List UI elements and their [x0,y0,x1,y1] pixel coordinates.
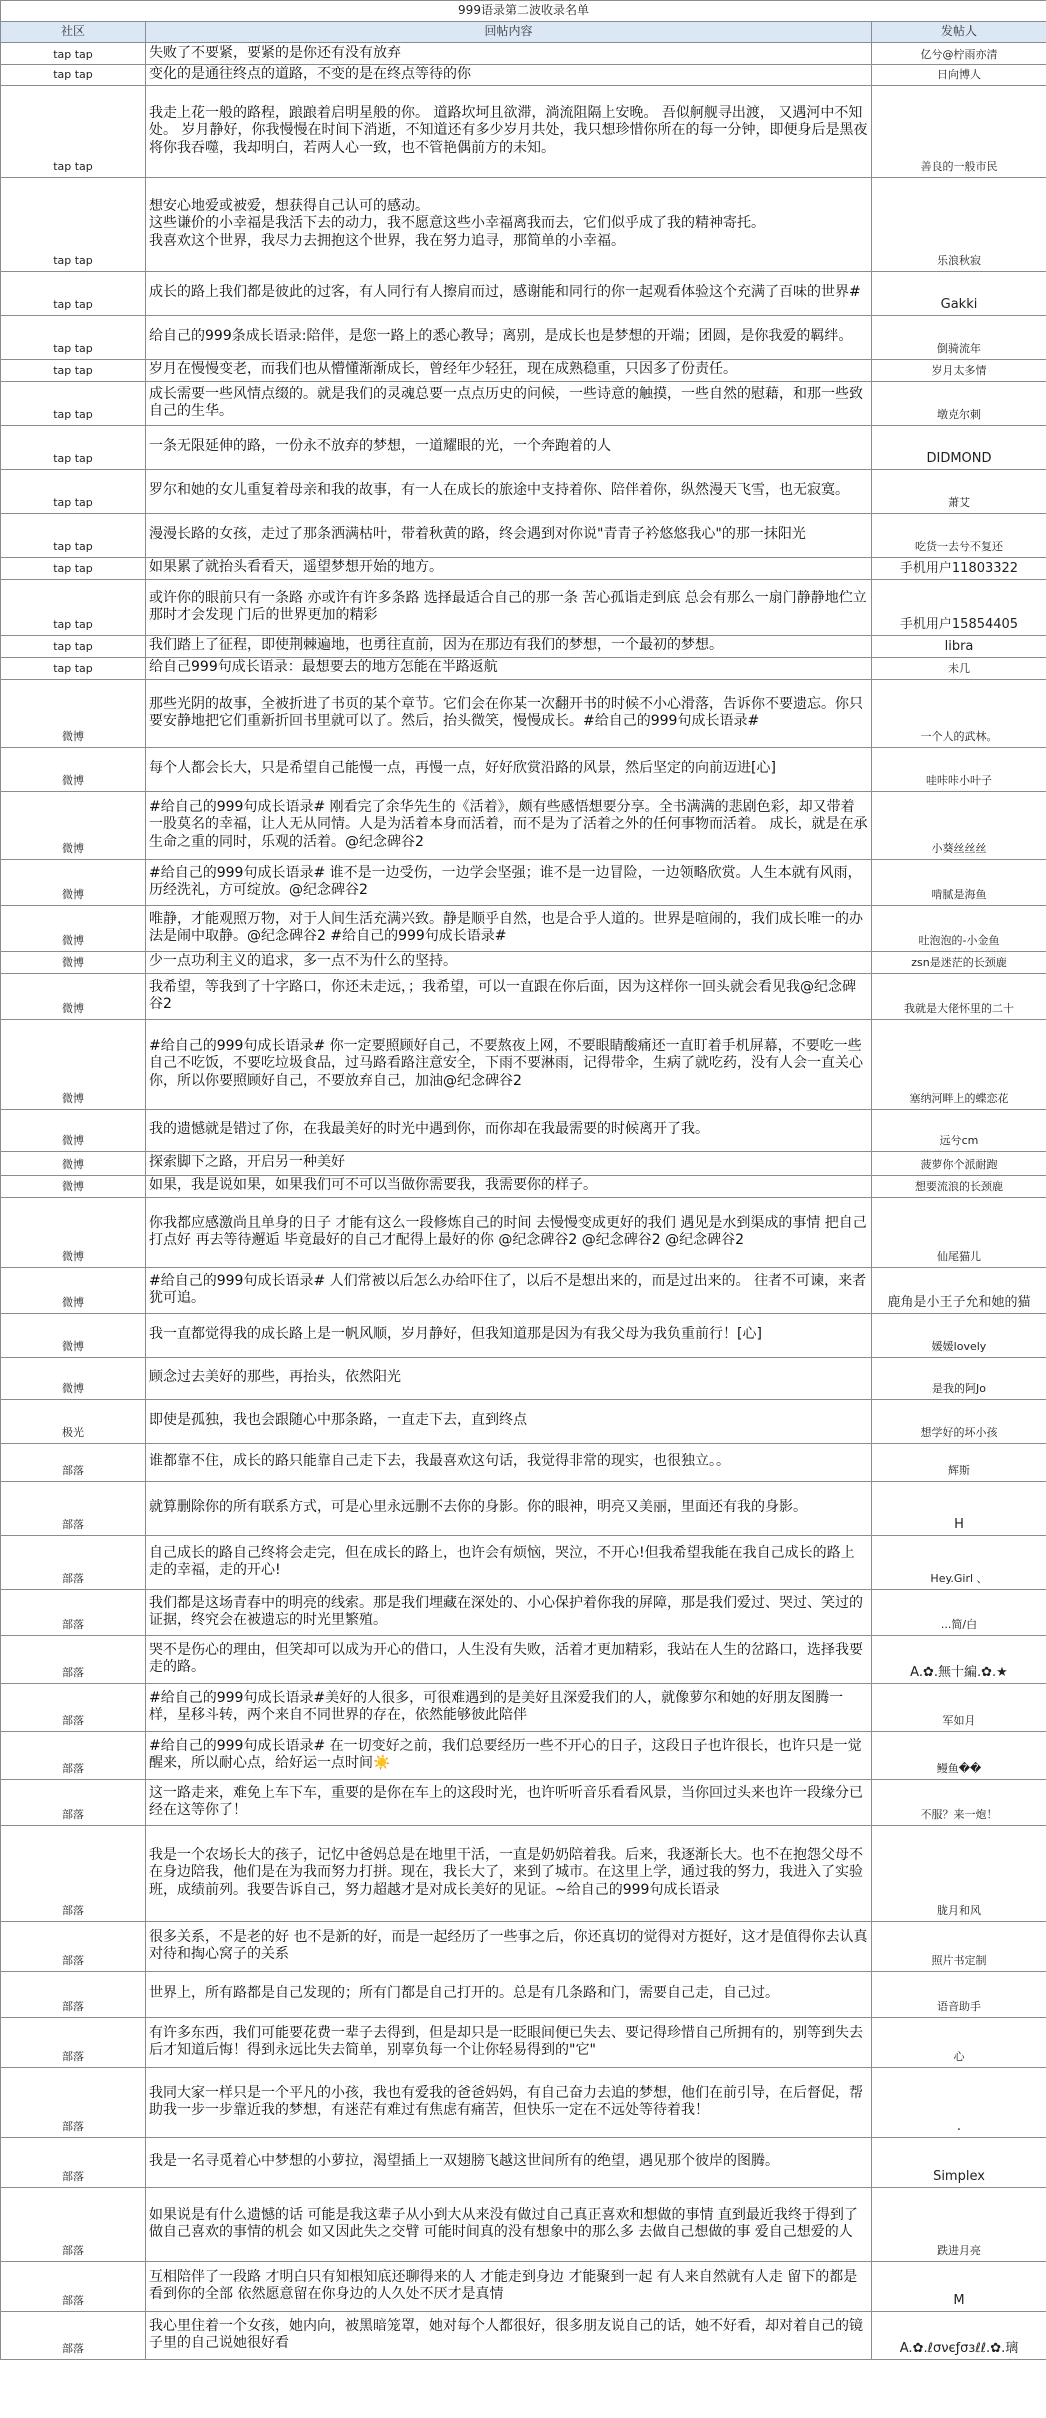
cell-content: 给自己的999条成长语录:陪伴，是您一路上的悉心教导；离别，是成长也是梦想的开端；团圆，是你我爱的羁绊。 [146,315,872,359]
cell-author: 未几 [872,657,1046,679]
cell-author: Hey.Girl 、 [872,1535,1046,1589]
cell-category: 微博 [1,951,146,973]
cell-content: 顾念过去美好的那些，再抬头，依然阳光 [146,1357,872,1399]
table-row [1,1357,1046,1399]
table-row [1,1175,1046,1197]
table-row [1,271,1046,315]
cell-category: 微博 [1,905,146,951]
cell-author: 善良的一般市民 [872,85,1046,177]
cell-content: 如果说是有什么遗憾的话 可能是我这辈子从小到大从来没有做过自己真正喜欢和想做的事情 直到最近我终于得到了做自己喜欢的事情的机会 如又因此失之交臂 可能时间真的没有想象中的那么多 去做自己想做的事 爱自己想爱的人 [146,2187,872,2261]
table-row [1,65,1046,86]
table-row [1,359,1046,381]
cell-content: 一条无限延伸的路，一份永不放弃的梦想，一道耀眼的光，一个奔跑着的人 [146,425,872,469]
table-title: 999语录第二波收录名单 [1,1,1046,22]
cell-author: H [872,1481,1046,1535]
table-row [1,177,1046,271]
cell-content: #给自己的999句成长语录# 谁不是一边受伤，一边学会坚强；谁不是一边冒险，一边领略欣赏。人生本就有风雨，历经洗礼，方可绽放。@纪念碑谷2 [146,859,872,905]
cell-author: 吐泡泡的-小金鱼 [872,905,1046,951]
cell-category: tap tap [1,85,146,177]
cell-author: 军如月 [872,1683,1046,1731]
cell-content: 探索脚下之路，开启另一种美好 [146,1151,872,1175]
cell-category: tap tap [1,425,146,469]
table-row [1,1019,1046,1109]
table-row [1,951,1046,973]
table-row [1,1443,1046,1481]
cell-category: 部落 [1,1779,146,1825]
table-row [1,1589,1046,1635]
cell-category: 微博 [1,1175,146,1197]
cell-author: 想要流浪的长颈鹿 [872,1175,1046,1197]
title-row [1,1,1046,22]
cell-content: 变化的是通往终点的道路，不变的是在终点等待的你 [146,65,872,86]
table-row [1,2017,1046,2067]
cell-author: 亿兮@柠雨亦清 [872,43,1046,65]
cell-content: #给自己的999句成长语录# 人们常被以后怎么办给吓住了，以后不是想出来的，而是过出来的。 往者不可谏，来者犹可追。 [146,1267,872,1313]
cell-author: 仙尾猫儿 [872,1197,1046,1267]
cell-category: 部落 [1,1825,146,1921]
table-row [1,2261,1046,2311]
cell-content: 每个人都会长大，只是希望自己能慢一点，再慢一点，好好欣赏沿路的风景，然后坚定的向前迈进[心] [146,747,872,791]
table-row [1,1921,1046,1971]
cell-author: 语音助手 [872,1971,1046,2017]
table-row [1,1399,1046,1443]
cell-author: 胧月和风 [872,1825,1046,1921]
table-row [1,557,1046,579]
table-row [1,747,1046,791]
cell-author: 一个人的武林。 [872,679,1046,747]
table-row [1,1731,1046,1779]
cell-content: 我是一个农场长大的孩子，记忆中爸妈总是在地里干活，一直是奶奶陪着我。后来，我逐渐长大。也不在抱怨父母不在身边陪我，他们是在为我而努力打拼。现在，我长大了，来到了城市。在这里上学，通过我的努力，我进入了实验班，成绩前列。我要告诉自己，努力超越才是对成长美好的见证。~给自己的999句成长语录 [146,1825,872,1921]
cell-category: tap tap [1,513,146,557]
cell-content: 互相陪伴了一段路 才明白只有知根知底还聊得来的人 才能走到身边 才能聚到一起 有人来自然就有人走 留下的都是看到你的全部 依然愿意留在你身边的人久处不厌才是真情 [146,2261,872,2311]
table-row [1,2137,1046,2187]
cell-content: 少一点功利主义的追求，多一点不为什么的坚持。 [146,951,872,973]
cell-author: 手机用户15854405 [872,579,1046,635]
cell-content: #给自己的999句成长语录# 在一切变好之前，我们总要经历一些不开心的日子，这段日子也许很长，也许只是一觉醒来，所以耐心点，给好运一点时间☀️ [146,1731,872,1779]
cell-content: #给自己的999句成长语录# 刚看完了余华先生的《活着》，颇有些感悟想要分享。全书满满的悲剧色彩，却又带着一股莫名的幸福，让人无从同情。人是为活着本身而活着，而不是为了活着之外的任何事物而活着。 成长，就是在承生命之重的同时，乐观的活着。@纪念碑谷2 [146,791,872,859]
cell-content: 失败了不要紧，要紧的是你还有没有放弃 [146,43,872,65]
cell-author: 哇咔咔小叶子 [872,747,1046,791]
cell-category: 微博 [1,791,146,859]
cell-category: tap tap [1,177,146,271]
cell-author: 鹿角是小王子允和她的猫 [872,1267,1046,1313]
cell-content: 就算删除你的所有联系方式，可是心里永远删不去你的身影。你的眼神，明亮又美丽，里面还有我的身影。 [146,1481,872,1535]
cell-category: 微博 [1,1313,146,1357]
table-row [1,1151,1046,1175]
cell-content: 自己成长的路自己终将会走完，但在成长的路上，也许会有烦恼，哭泣，不开心!但我希望我能在我自己成长的路上走的幸福，走的开心! [146,1535,872,1589]
cell-category: 微博 [1,1019,146,1109]
cell-category: 微博 [1,1197,146,1267]
cell-content: 我走上花一般的路程，踉踉着启明星般的你。 道路坎坷且欲滞，淌流阻隔上安晚。 吾似舸舰寻出渡， 又遇河中不知处。 岁月静好，你我慢慢在时间下消逝，不知道还有多少岁月共处，我只想珍惜你所在的每一分钟，即便身后是黑夜将你我吞噬，我却明白，若两人心一致，也不管艳偶前方的未知。 [146,85,872,177]
cell-author: zsn是迷茫的长颈鹿 [872,951,1046,973]
cell-content: 我们踏上了征程，即使荆棘遍地，也勇往直前，因为在那边有我们的梦想，一个最初的梦想。 [146,635,872,657]
cell-author: 我就是大佬怀里的二十 [872,973,1046,1019]
cell-author: 照片书定制 [872,1921,1046,1971]
cell-category: 部落 [1,2137,146,2187]
table-row [1,1535,1046,1589]
cell-category: tap tap [1,359,146,381]
table-row [1,1481,1046,1535]
cell-content: 我心里住着一个女孩，她内向，被黑暗笼罩，她对每个人都很好，很多朋友说自己的话，她不好看，却对着自己的镜子里的自己说她很好看 [146,2311,872,2359]
cell-content: 哭不是伤心的理由，但笑却可以成为开心的借口，人生没有失败，活着才更加精彩，我站在人生的岔路口，选择我要走的路。 [146,1635,872,1683]
table-row [1,43,1046,65]
cell-category: 微博 [1,859,146,905]
cell-category: 部落 [1,1921,146,1971]
cell-content: 或许你的眼前只有一条路 亦或许有许多条路 选择最适合自己的那一条 苦心孤诣走到底 总会有那么一扇门静静地伫立 那时才会发现 门后的世界更加的精彩 [146,579,872,635]
cell-category: 部落 [1,1589,146,1635]
cell-author: 日向博人 [872,65,1046,86]
cell-author: 墩克尔刺 [872,381,1046,425]
cell-category: 微博 [1,747,146,791]
cell-category: 部落 [1,1683,146,1731]
cell-content: 给自己999句成长语录：最想要去的地方怎能在半路返航 [146,657,872,679]
cell-author: Simplex [872,2137,1046,2187]
cell-content: 你我都应感激尚且单身的日子 才能有这么一段修炼自己的时间 去慢慢变成更好的我们 遇见是水到渠成的事情 把自己打点好 再去等待邂逅 毕竟最好的自己才配得上最好的你 @纪念碑谷2 @纪念碑谷2 @纪念碑谷2 [146,1197,872,1267]
cell-content: 谁都靠不住，成长的路只能靠自己走下去，我最喜欢这句话，我觉得非常的现实，也很独立。。 [146,1443,872,1481]
cell-author: ...简/白 [872,1589,1046,1635]
cell-category: 微博 [1,1151,146,1175]
table-row [1,2067,1046,2137]
cell-content: 我是一名寻觅着心中梦想的小萝拉，渴望插上一双翅膀飞越这世间所有的绝望，遇见那个彼岸的图腾。 [146,2137,872,2187]
cell-content: 如果，我是说如果，如果我们可不可以当做你需要我，我需要你的样子。 [146,1175,872,1197]
table-row [1,1683,1046,1731]
cell-content: #给自己的999句成长语录#美好的人很多，可很难遇到的是美好且深爱我们的人，就像萝尔和她的好朋友图腾一样，星移斗转，两个来自不同世界的存在，依然能够彼此陪伴 [146,1683,872,1731]
cell-category: 部落 [1,1535,146,1589]
table-row [1,635,1046,657]
cell-category: 微博 [1,1109,146,1151]
table-row [1,1825,1046,1921]
cell-content: 世界上，所有路都是自己发现的；所有门都是自己打开的。总是有几条路和门，需要自己走，自己过。 [146,1971,872,2017]
cell-content: 岁月在慢慢变老，而我们也从懵懂渐渐成长，曾经年少轻狂，现在成熟稳重，只因多了份责任。 [146,359,872,381]
table-row [1,679,1046,747]
cell-category: tap tap [1,381,146,425]
cell-content: 罗尔和她的女儿重复着母亲和我的故事，有一人在成长的旅途中支持着你、陪伴着你，纵然漫天飞雪，也无寂寞。 [146,469,872,513]
cell-author: libra [872,635,1046,657]
cell-category: 微博 [1,1357,146,1399]
cell-category: 微博 [1,973,146,1019]
header-content: 回帖内容 [146,22,872,43]
table-row [1,469,1046,513]
cell-category: 部落 [1,1443,146,1481]
cell-category: tap tap [1,469,146,513]
cell-author: 鳗鱼�� [872,1731,1046,1779]
table-row [1,1635,1046,1683]
cell-category: 部落 [1,2261,146,2311]
cell-content: 我的遗憾就是错过了你，在我最美好的时光中遇到你，而你却在我最需要的时候离开了我。 [146,1109,872,1151]
cell-author: 塞纳河畔上的蝶恋花 [872,1019,1046,1109]
cell-author: A.✿.無十編.✿.★ [872,1635,1046,1683]
cell-category: 部落 [1,2311,146,2359]
cell-author: 媛媛lovely [872,1313,1046,1357]
cell-category: tap tap [1,635,146,657]
table-row [1,85,1046,177]
cell-author: 是我的阿Jo [872,1357,1046,1399]
cell-category: 微博 [1,679,146,747]
cell-author: 倒骑流年 [872,315,1046,359]
cell-content: 那些光阴的故事，全被折进了书页的某个章节。它们会在你某一次翻开书的时候不小心滑落，告诉你不要遗忘。你只要安静地把它们重新折回书里就可以了。然后，抬头微笑，慢慢成长。#给自己的999句成长语录# [146,679,872,747]
cell-author: 想学好的坏小孩 [872,1399,1046,1443]
table-row [1,859,1046,905]
cell-author: 萧艾 [872,469,1046,513]
cell-content: 即使是孤独，我也会跟随心中那条路，一直走下去，直到终点 [146,1399,872,1443]
cell-author: 啃腻是海鱼 [872,859,1046,905]
table-row [1,1267,1046,1313]
cell-category: tap tap [1,557,146,579]
cell-content: 我一直都觉得我的成长路上是一帆风顺，岁月静好，但我知道那是因为有我父母为我负重前行！[心] [146,1313,872,1357]
cell-content: 成长的路上我们都是彼此的过客，有人同行有人擦肩而过，感谢能和同行的你一起观看体验这个充满了百味的世界# [146,271,872,315]
cell-category: tap tap [1,43,146,65]
header-row [1,22,1046,43]
table-row [1,579,1046,635]
cell-content: 成长需要一些风情点缀的。就是我们的灵魂总要一点点历史的问候，一些诗意的触摸，一些自然的慰藉，和那一些致自己的生华。 [146,381,872,425]
table-row [1,1779,1046,1825]
table-row [1,791,1046,859]
cell-category: tap tap [1,65,146,86]
cell-author: 岁月太多情 [872,359,1046,381]
cell-content: 想安心地爱或被爱，想获得自己认可的感动。 这些谦价的小幸福是我活下去的动力，我不愿意这些小幸福离我而去，它们似乎成了我的精神寄托。 我喜欢这个世界，我尽力去拥抱这个世界，我在努力追寻，那简单的小幸福。 [146,177,872,271]
cell-category: tap tap [1,657,146,679]
cell-content: 很多关系，不是老的好 也不是新的好，而是一起经历了一些事之后，你还真切的觉得对方挺好，这才是值得你去认真对待和掏心窝子的关系 [146,1921,872,1971]
cell-category: 部落 [1,2067,146,2137]
cell-content: 我希望，等我到了十字路口，你还未走远，；我希望，可以一直跟在你后面，因为这样你一回头就会看见我@纪念碑谷2 [146,973,872,1019]
header-category: 社区 [1,22,146,43]
cell-author: 辉斯 [872,1443,1046,1481]
cell-author: 跌进月亮 [872,2187,1046,2261]
table-row [1,973,1046,1019]
cell-category: 部落 [1,1481,146,1535]
cell-author: 手机用户11803322 [872,557,1046,579]
cell-author: A.✿.ℓσνєƒσзℓℓ.✿.璃 [872,2311,1046,2359]
cell-content: #给自己的999句成长语录# 你一定要照顾好自己，不要熬夜上网，不要眼睛酸痛还一直盯着手机屏幕，不要吃一些自己不吃饭，不要吃垃圾食品，过马路看路注意安全，下雨不要淋雨，记得带伞，生病了就吃药，没有人会一直关心你，所以你要照顾好自己，不要放弃自己，加油@纪念碑谷2 [146,1019,872,1109]
table-row [1,1313,1046,1357]
cell-category: tap tap [1,579,146,635]
table-row [1,1971,1046,2017]
cell-category: tap tap [1,271,146,315]
cell-category: 部落 [1,2187,146,2261]
cell-category: 部落 [1,1971,146,2017]
cell-author: 菠萝你个派耐跑 [872,1151,1046,1175]
cell-category: 部落 [1,1635,146,1683]
cell-content: 我同大家一样只是一个平凡的小孩，我也有爱我的爸爸妈妈，有自己奋力去追的梦想，他们在前引导，在后督促，帮助我一步一步靠近我的梦想，有迷茫有难过有焦虑有痛苦，但快乐一定在不远处等待着我！ [146,2067,872,2137]
cell-content: 有许多东西，我们可能要花费一辈子去得到，但是却只是一眨眼间便已失去、要记得珍惜自己所拥有的，别等到失去后才知道后悔！得到永远比失去简单，别辜负每一个让你轻易得到的"它" [146,2017,872,2067]
cell-category: 部落 [1,1731,146,1779]
table-row [1,513,1046,557]
cell-author: Gakki [872,271,1046,315]
cell-author: M [872,2261,1046,2311]
table-row [1,425,1046,469]
cell-author: 小葵丝丝丝 [872,791,1046,859]
cell-author: . [872,2067,1046,2137]
cell-content: 唯静，才能观照万物，对于人间生活充满兴致。静是顺乎自然，也是合乎人道的。世界是喧闹的，我们成长唯一的办法是闹中取静。@纪念碑谷2 #给自己的999句成长语录# [146,905,872,951]
table-row [1,905,1046,951]
cell-category: 微博 [1,1267,146,1313]
table-row [1,1109,1046,1151]
header-author: 发帖人 [872,22,1046,43]
cell-author: 乐浪秋寂 [872,177,1046,271]
table-row [1,381,1046,425]
table-row [1,1197,1046,1267]
cell-content: 如果累了就抬头看看天，遥望梦想开始的地方。 [146,557,872,579]
cell-content: 我们都是这场青春中的明亮的线索。那是我们埋藏在深处的、小心保护着你我的屏障，那是我们爱过、哭过、笑过的证据，终究会在被遗忘的时光里繁殖。 [146,1589,872,1635]
cell-category: 极光 [1,1399,146,1443]
cell-content: 这一路走来，难免上车下车，重要的是你在车上的这段时光，也许听听音乐看看风景，当你回过头来也许一段缘分已经在这等你了！ [146,1779,872,1825]
table-row [1,2187,1046,2261]
cell-author: DIDMOND [872,425,1046,469]
cell-content: 漫漫长路的女孩，走过了那条洒满枯叶，带着秋黄的路，终会遇到对你说"青青子衿悠悠我心"的那一抹阳光 [146,513,872,557]
cell-author: 远兮cm [872,1109,1046,1151]
cell-author: 心 [872,2017,1046,2067]
table-row [1,315,1046,359]
cell-category: 部落 [1,2017,146,2067]
cell-author: 不服？来一炮！ [872,1779,1046,1825]
cell-author: 吃货一去兮不复还 [872,513,1046,557]
cell-category: tap tap [1,315,146,359]
table-row [1,2311,1046,2359]
table-row [1,657,1046,679]
